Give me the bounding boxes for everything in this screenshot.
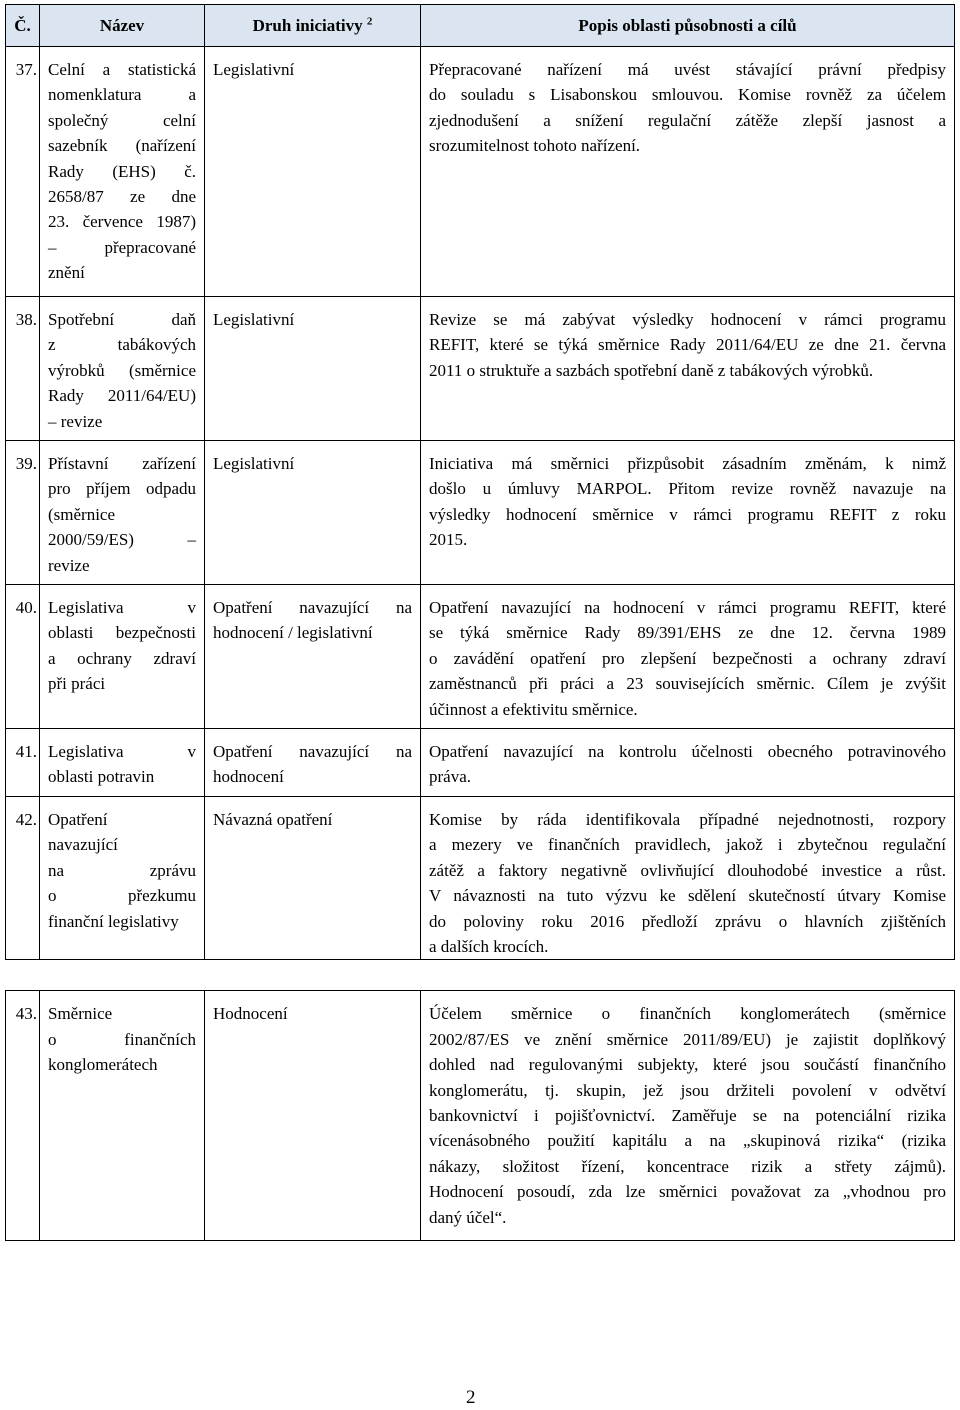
initiative-description-line: 2011 o struktuře a sazbách spotřební daně z tabákových výrobků. bbox=[429, 360, 874, 380]
initiative-description-line: Přepracované nařízení má uvést stávající právní předpisy bbox=[429, 60, 946, 79]
initiative-type bbox=[205, 585, 421, 729]
initiative-name-line: revize bbox=[48, 555, 90, 575]
initiative-type bbox=[205, 729, 421, 797]
initiative-type-line: Opatření navazující na bbox=[213, 598, 412, 617]
initiative-type bbox=[205, 47, 421, 297]
initiative-name-line: o přezkumu bbox=[48, 886, 196, 906]
initiative-description-line: Hodnocení posoudí, zda lze směrnici považovat za „vhodnou pro bbox=[429, 1182, 946, 1202]
initiative-name-line: Rady (EHS) č. bbox=[48, 161, 196, 181]
row-number: 43. bbox=[6, 991, 40, 1241]
initiative-description-line: do poloviny roku 2016 předloží zprávu o hlavních zjištěních bbox=[429, 911, 946, 931]
table-row bbox=[6, 991, 955, 1241]
initiative-name bbox=[40, 47, 205, 297]
initiative-name-line: na zprávu bbox=[48, 860, 196, 880]
initiative-description bbox=[421, 47, 955, 297]
initiative-description-line: konglomerátu, tj. skupin, jež jsou držiteli povolení v odvětví bbox=[429, 1080, 946, 1100]
initiative-description-line: účinnost a efektivitu směrnice. bbox=[429, 699, 638, 719]
initiative-description-line: 2002/87/ES ve znění směrnice 2011/89/EU) je zajistit doplňkový bbox=[429, 1029, 946, 1049]
initiative-description-line: Opatření navazující na hodnocení v rámci programu REFIT, které bbox=[429, 598, 946, 617]
initiative-description bbox=[421, 297, 955, 441]
initiative-description-line: a mezery ve finančních pravidlech, jakož i zbytečnou regulační bbox=[429, 835, 946, 855]
initiative-description-line: výsledky hodnocení směrnice v rámci programu REFIT z roku bbox=[429, 504, 946, 524]
header-number: Č. bbox=[6, 5, 40, 47]
initiative-description-line: dohled nad regulovanými subjekty, které jsou součástí finančního bbox=[429, 1055, 946, 1075]
initiative-name-line: 2658/87 ze dne bbox=[48, 187, 196, 207]
initiative-name-line: nomenklatura a bbox=[48, 85, 196, 105]
initiative-name-line: a ochrany zdraví bbox=[48, 648, 196, 668]
table-row bbox=[6, 441, 955, 585]
initiative-name bbox=[40, 797, 205, 960]
initiative-type bbox=[205, 797, 421, 960]
initiative-name-line: pro příjem odpadu bbox=[48, 479, 196, 499]
initiative-type-line: Legislativní bbox=[213, 454, 295, 473]
table-row bbox=[6, 585, 955, 729]
initiative-name-line: 23. července 1987) bbox=[48, 212, 196, 232]
initiative-description-line: o zavádění opatření pro zlepšení bezpečnosti a ochrany zdraví bbox=[429, 648, 946, 668]
initiative-name-line: znění bbox=[48, 263, 85, 283]
row-number: 40. bbox=[6, 585, 40, 729]
initiative-description-line: nákazy, složitost řízení, koncentrace rizik a střety zájmů). bbox=[429, 1156, 946, 1176]
initiative-type-line: Opatření navazující na bbox=[213, 742, 412, 761]
initiative-type-line: Hodnocení bbox=[213, 1004, 288, 1024]
header-type bbox=[205, 5, 421, 47]
initiative-name-line: Směrnice bbox=[48, 1004, 113, 1024]
table-spacer-row bbox=[6, 960, 955, 991]
row-number: 41. bbox=[6, 729, 40, 797]
initiative-description-line: V návaznosti na tuto výzvu ke sdělení skutečností útvary Komise bbox=[429, 886, 946, 906]
initiative-description-line: Revize se má zabývat výsledky hodnocení v rámci programu bbox=[429, 310, 946, 329]
initiative-name-line: sazebník (nařízení bbox=[48, 136, 196, 156]
initiative-name-line: Rady 2011/64/EU) bbox=[48, 386, 196, 406]
initiative-name-line: 2000/59/ES) – bbox=[48, 530, 196, 550]
header-description: Popis oblasti působnosti a cílů bbox=[421, 5, 955, 47]
initiative-name-line: oblasti bezpečnosti bbox=[48, 623, 196, 643]
initiative-name-line: Přístavní zařízení bbox=[48, 454, 196, 473]
initiative-description-line: Účelem směrnice o finančních konglomerátech (směrnice bbox=[429, 1004, 946, 1024]
initiative-description-line: zaměstnanců při práci a 23 souvisejících směrnic. Cílem je zvýšit bbox=[429, 674, 946, 694]
initiative-description-line: práva. bbox=[429, 767, 472, 787]
initiative-description-line: Iniciativa má směrnici přizpůsobit zásadním změnám, k nimž bbox=[429, 454, 946, 473]
initiative-name bbox=[40, 729, 205, 797]
initiative-description-line: Komise by ráda identifikovala případné nejednotnosti, rozpory bbox=[429, 810, 946, 829]
initiative-description-line: REFIT, které se týká směrnice Rady 2011/64/EU ze dne 21. června bbox=[429, 335, 946, 355]
initiative-name-line: při práci bbox=[48, 674, 106, 694]
initiative-name-line: výrobků (směrnice bbox=[48, 360, 196, 380]
table-row bbox=[6, 297, 955, 441]
initiative-type bbox=[205, 297, 421, 441]
initiative-name-line: Spotřební daň bbox=[48, 310, 196, 329]
initiative-type-line: Návazná opatření bbox=[213, 810, 333, 829]
table-row bbox=[6, 797, 955, 960]
initiative-description-line: a dalších krocích. bbox=[429, 937, 549, 957]
initiative-name bbox=[40, 585, 205, 729]
initiative-name-line: oblasti potravin bbox=[48, 767, 155, 787]
initiative-description-line: daný účel“. bbox=[429, 1207, 507, 1227]
initiative-type-line: Legislativní bbox=[213, 310, 295, 329]
initiative-name-line: navazující bbox=[48, 835, 118, 855]
initiative-name-line: Opatření bbox=[48, 810, 108, 829]
initiative-name-line: z tabákových bbox=[48, 335, 196, 355]
initiative-name-line: společný celní bbox=[48, 110, 196, 130]
initiative-description-line: srozumitelnost tohoto nařízení. bbox=[429, 136, 641, 156]
page-number: 2 bbox=[466, 1387, 476, 1408]
row-number: 39. bbox=[6, 441, 40, 585]
initiative-description-line: došlo u úmluvy MARPOL. Přitom revize rovněž navazuje na bbox=[429, 479, 946, 499]
initiative-description bbox=[421, 991, 955, 1241]
initiative-name-line: Celní a statistická bbox=[48, 60, 196, 79]
initiative-type-line: Legislativní bbox=[213, 60, 295, 79]
table-header-row bbox=[6, 5, 955, 47]
initiative-type-line: hodnocení / legislativní bbox=[213, 623, 373, 643]
header-type-label: Druh iniciativy bbox=[252, 15, 363, 35]
initiative-description bbox=[421, 797, 955, 960]
initiative-description-line: bankovnictví i pojišťovnictví. Zaměřuje se na potenciální rizika bbox=[429, 1106, 946, 1126]
initiative-description-line: vícenásobného použití kapitálu a na „skupinová rizika“ (rizika bbox=[429, 1131, 946, 1151]
initiative-description bbox=[421, 585, 955, 729]
initiative-name-line: Legislativa v bbox=[48, 742, 196, 761]
initiative-description-line: do souladu s Lisabonskou smlouvou. Komise rovněž za účelem bbox=[429, 85, 946, 105]
table-row bbox=[6, 729, 955, 797]
initiative-name bbox=[40, 441, 205, 585]
row-number: 38. bbox=[6, 297, 40, 441]
row-number: 42. bbox=[6, 797, 40, 960]
initiative-description-line: Opatření navazující na kontrolu účelnosti obecného potravinového bbox=[429, 742, 946, 761]
initiative-name-line: – přepracované bbox=[48, 237, 196, 257]
initiative-description bbox=[421, 729, 955, 797]
initiative-name-line: – revize bbox=[48, 411, 103, 431]
initiative-description-line: zátěž a faktory negativně ovlivňující dlouhodobé investice a růst. bbox=[429, 860, 946, 880]
initiative-type bbox=[205, 441, 421, 585]
initiative-description-line: 2015. bbox=[429, 530, 468, 550]
initiatives-table bbox=[5, 4, 955, 1241]
initiative-name bbox=[40, 991, 205, 1241]
initiative-name-line: konglomerátech bbox=[48, 1055, 158, 1075]
initiative-description-line: zjednodušení a snížení regulační zátěže zlepší jasnost a bbox=[429, 110, 946, 130]
row-number: 37. bbox=[6, 47, 40, 297]
initiative-description-line: se týká směrnice Rady 89/391/EHS ze dne 12. června 1989 bbox=[429, 623, 946, 643]
initiative-name-line: finanční legislativy bbox=[48, 911, 179, 931]
initiative-name-line: (směrnice bbox=[48, 504, 116, 524]
initiative-name bbox=[40, 297, 205, 441]
header-name: Název bbox=[40, 5, 205, 47]
initiative-name-line: Legislativa v bbox=[48, 598, 196, 617]
initiative-description bbox=[421, 441, 955, 585]
initiative-type-line: hodnocení bbox=[213, 767, 284, 787]
header-type-footnote: 2 bbox=[366, 15, 373, 28]
initiative-name-line: o finančních bbox=[48, 1029, 196, 1049]
initiative-type bbox=[205, 991, 421, 1241]
table-row bbox=[6, 47, 955, 297]
